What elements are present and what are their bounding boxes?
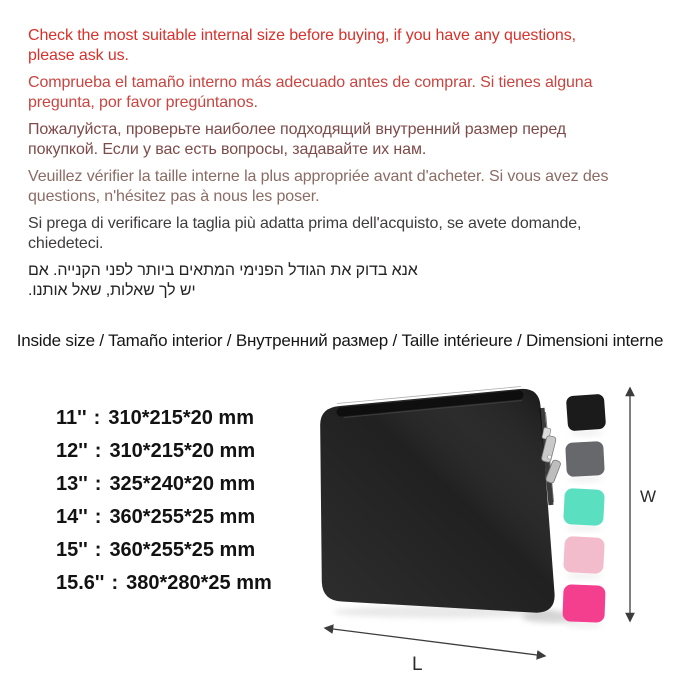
size-dimensions: 310*215*20 mm (108, 407, 255, 429)
sleeve-sheen (320, 389, 554, 613)
inside-size-header: Inside size / Tamaño interior / Внутренний размер / Taille intérieure / Dimensioni interne (16, 331, 664, 350)
notice-french-line1: Veuillez vérifier la taille interne la plus appropriée avant d'acheter. Si vous avez des (28, 168, 609, 185)
size-row (56, 468, 272, 501)
width-dimension (630, 388, 656, 621)
size-dimensions: 325*240*20 mm (109, 473, 256, 495)
size-colon: : (94, 506, 102, 528)
size-row (56, 567, 272, 600)
size-inch-label: 15'' (56, 539, 88, 561)
size-row (56, 501, 272, 534)
size-inch-label: 15.6'' (56, 572, 105, 594)
length-dimension (325, 628, 545, 675)
swatch-shadow (565, 622, 603, 628)
swatch-shadow (568, 476, 602, 482)
notice-hebrew-line1: אנא בדוק את הגודל הפנימי המתאים ביותר לפני הקנייה. אם (28, 262, 418, 279)
size-inch-label: 12'' (56, 440, 88, 462)
notice-italian-line2: chiedeteci. (28, 234, 104, 252)
size-dimensions: 380*280*25 mm (126, 572, 272, 594)
size-inch-label: 11'' (56, 407, 87, 429)
size-row (56, 435, 272, 468)
notice-french (28, 167, 650, 206)
notice-section (28, 26, 650, 308)
color-swatch-hot-pink (562, 584, 605, 622)
size-table (56, 402, 272, 600)
notice-english-line2: please ask us. (28, 46, 129, 64)
size-row (56, 534, 272, 567)
color-swatch-black (566, 394, 606, 432)
size-colon: : (93, 407, 101, 429)
notice-spanish (28, 73, 650, 112)
notice-russian (28, 120, 650, 159)
size-inch-label: 13'' (56, 473, 88, 495)
color-options (562, 394, 606, 628)
notice-english (28, 26, 650, 65)
size-row (56, 402, 272, 435)
length-arrow (325, 628, 545, 656)
notice-italian-line1: Si prega di verificare la taglia più adatta prima dell'acquisto, se avete domande, (28, 215, 582, 232)
product-photo (300, 370, 680, 680)
size-dimensions: 310*215*20 mm (109, 440, 256, 462)
notice-hebrew (28, 261, 650, 300)
swatch-shadow (569, 430, 603, 436)
size-dimensions: 360*255*25 mm (109, 539, 256, 561)
color-swatch-mint (563, 488, 605, 526)
width-label: W (640, 487, 657, 506)
color-swatch-gray (565, 441, 605, 477)
notice-spanish-line1: Comprueba el tamaño interno más adecuado antes de comprar. Si tienes alguna (28, 74, 593, 91)
size-colon: : (94, 440, 102, 462)
size-colon: : (94, 539, 102, 561)
notice-english-line1: Check the most suitable internal size before buying, if you have any questions, (28, 27, 576, 44)
laptop-sleeve-image (320, 387, 561, 613)
size-colon: : (94, 473, 102, 495)
notice-italian (28, 214, 650, 253)
size-colon: : (111, 572, 119, 594)
length-label: L (412, 654, 423, 675)
color-swatch-light-pink (563, 536, 605, 574)
notice-russian-line2: покупкой. Если у вас есть вопросы, задавайте их нам. (28, 140, 427, 158)
notice-russian-line1: Пожалуйста, проверьте наиболее подходящий внутренний размер перед (28, 121, 567, 138)
swatch-shadow (566, 573, 602, 579)
notice-french-line2: questions, n'hésitez pas à nous les poser. (28, 187, 320, 205)
notice-spanish-line2: pregunta, por favor pregúntanos. (28, 93, 258, 111)
notice-hebrew-line2: יש לך שאלות, שאל אותנו. (28, 281, 196, 299)
swatch-shadow (566, 525, 602, 531)
size-dimensions: 360*255*25 mm (109, 506, 256, 528)
size-inch-label: 14'' (56, 506, 88, 528)
